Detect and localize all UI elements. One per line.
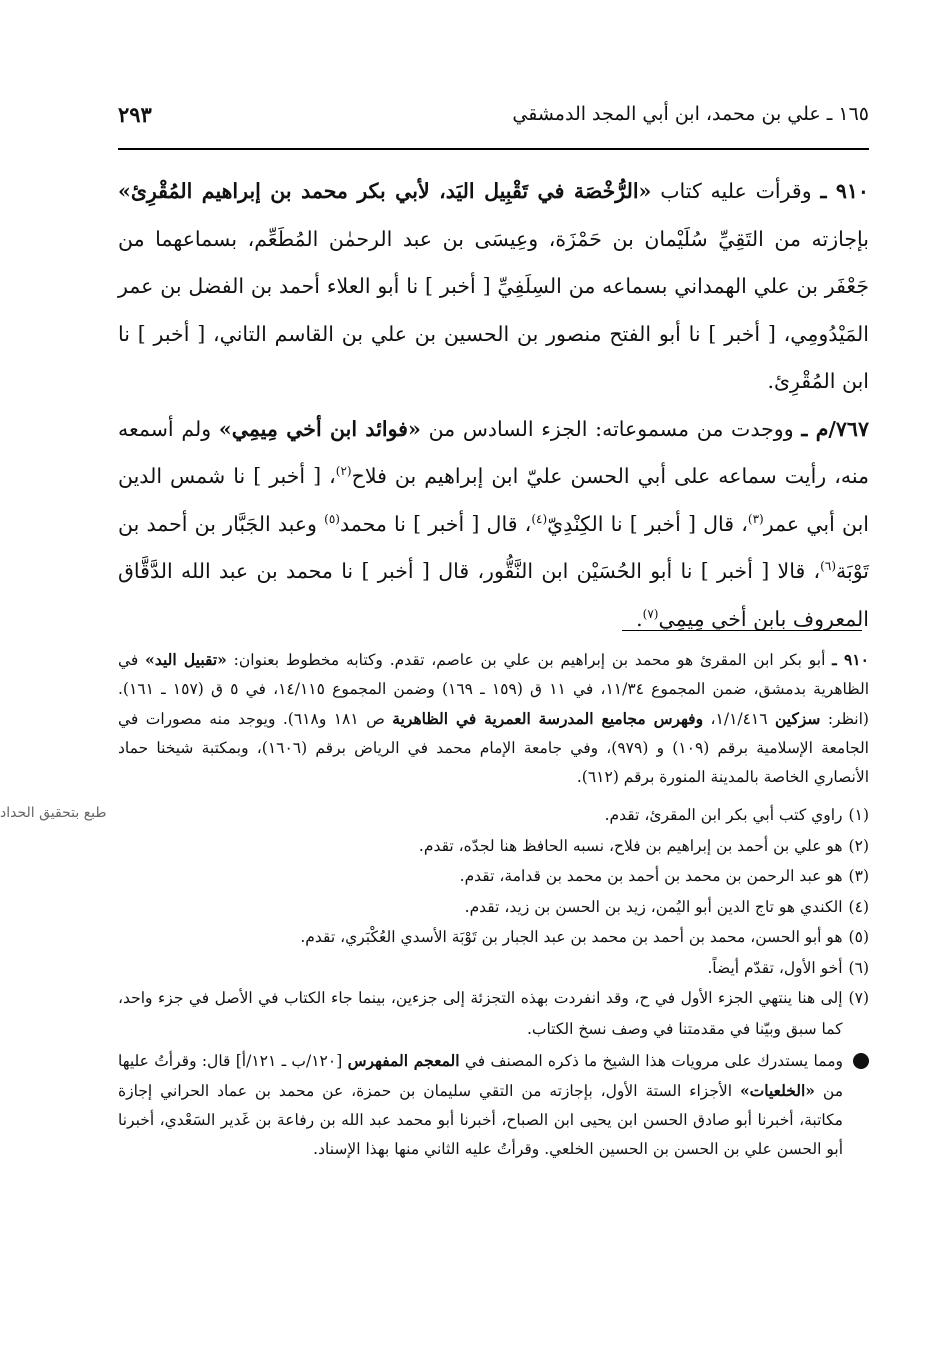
footnote-list (118, 800, 869, 1044)
footnote-text: إلى هنا ينتهي الجزء الأول في ح، وقد انفردت بهذه التجزئة إلى جزءين، بينما جاء الكتاب في الأصل في جزء واحد، كما سبق وبيّنا في مقدمتنا في وصف نسخ الكتاب. (118, 989, 843, 1038)
footnote-item (118, 953, 869, 984)
footnote-text: الكندي هو تاج الدين أبو اليُمن، زيد بن الحسن بن زيد، تقدم. (464, 897, 843, 916)
page-number: ٢٩٣ (118, 101, 152, 127)
footnote-text: هو أبو الحسن، محمد بن أحمد بن محمد بن عبد الجبار بن تَوْبَة الأسدي العُكْبَري، تقدم. (300, 928, 843, 946)
note-text: ص ١٨١ و٦١٨). ويوجد منه مصورات في الجامعة الإسلامية برقم (١٠٩) و (٩٧٩)، وفي جامعة الإمام محمد في الرياض برقم (١٦٠٦)، وبمكتبة شيخنا حماد الأنصاري الخاصة بالمدينة المنورة برقم (٦١٢). (118, 710, 869, 786)
header-rule (118, 148, 869, 150)
entry-767 (118, 406, 869, 644)
addendum-segment: ومما يستدرك على مرويات هذا الشيخ ما ذكره المصنف في (464, 1052, 843, 1070)
footnote-mark: (٧) (848, 989, 869, 1007)
entry-segment: وعبد الجَبَّار بن أحمد بن تَوْبَة (118, 511, 869, 583)
entry-intro: وقرأت عليه كتاب (660, 179, 812, 203)
footnote-mark: (٣) (848, 867, 869, 885)
footnote-ref: (٣) (747, 511, 764, 526)
footnote-separator (622, 630, 862, 631)
footnote-item (118, 800, 869, 831)
note-reference: سزكين (775, 709, 821, 728)
footnote-mark: (٦) (848, 958, 869, 977)
entry-number: ٧٦٧/م ـ (801, 416, 869, 441)
footnote-item (118, 922, 869, 953)
entry-segment: . (636, 606, 643, 631)
footnote-mark: (٤) (848, 897, 869, 916)
footnote-ref: (٤) (531, 511, 548, 526)
footnote-item (118, 831, 869, 862)
note-910 (118, 645, 869, 792)
note-book-title: «تقبيل اليد» (145, 650, 227, 669)
footnote-text: هو عبد الرحمن بن محمد بن أحمد بن محمد بن قدامة، تقدم. (459, 867, 843, 885)
footnote-mark: (٥) (848, 928, 869, 946)
footnote-item (118, 983, 869, 1044)
addendum-book-title: «الخلعيات» (739, 1081, 815, 1100)
entry-segment: ، [ أخبر ] نا شمس الدين ابن أبي عمر (118, 464, 870, 536)
footnote-ref: (٥) (324, 511, 340, 526)
footnotes-section (118, 645, 869, 1164)
book-title: «الرُّخْصَة في تَقْبِيل اليَد، لأبي بكر محمد بن إبراهيم المُقْرِئ» (118, 179, 652, 203)
entry-segment: ولم أسمعه منه، رأيت سماعه على أبي الحسن عليّ ابن إبراهيم بن فلاح (118, 416, 869, 488)
footnote-ref: (٧) (642, 606, 659, 621)
addendum-reference: المعجم المفهرس (347, 1051, 460, 1070)
footnote-item (118, 861, 869, 892)
entry-body: بإجازته من التَقِيِّ سُلَيْمان بن حَمْزَة، وعِيسَى بن عبد الرحمٰن المُطَعِّم، بسماعهما من جَعْفَر بن علي الهمداني بسماعه من السِلَفِيِّ [ أخبر ] نا أبو العلاء أحمد بن الفضل بن عمر المَيْدُومِي، [ أخبر ] نا أبو الفتح منصور بن الحسين بن علي بن القاسم التاني، [ أخبر ] نا ابن المُقْرِئ. (118, 226, 869, 393)
addendum-text (118, 1046, 843, 1164)
handwritten-margin-note: طبع بتحقيق الحداد (0, 805, 107, 821)
addendum-note (118, 1046, 869, 1164)
entry-segment: ، قال [ أخبر ] نا محمد (339, 511, 532, 536)
note-text: في الظاهرية بدمشق، ضمن المجموع ١١/٣٤، في ١١ ق (١٥٩ ـ ١٦٩) وضمن المجموع ١٤/١١٥، في ٥ ق (١٥٧ ـ ١٦١). (انظر: (118, 651, 869, 728)
entry-number: ٩١٠ ـ (820, 179, 869, 203)
addendum-segment: الأجزاء الستة الأول، بإجازته من التقي سليمان بن حمزة، عن محمد بن عماد الحراني إجازة مكاتبة، أخبرنا أبو صادق الحسن ابن يحيى ابن الصباح، أخبرنا أبو محمد عبد الله بن رفاعة بن غَدير السَعْدي، أخبرنا أبو الحسن علي بن الحسن بن الحسين الخلعي. وقرأتُ عليه الثاني منها بهذا الإسناد. (118, 1082, 843, 1158)
bullet-icon (853, 1053, 869, 1069)
entry-segment: ، قالا [ أخبر ] نا أبو الحُسَيْن ابن النَّقُّور، قال [ أخبر ] نا محمد بن عبد الله الدَّقَّاق المعروف بابن أخي مِيمِي (118, 559, 869, 631)
running-head: ١٦٥ ـ علي بن محمد، ابن أبي المجد الدمشقي (512, 103, 869, 125)
addendum-segment: [١٢٠/ب ـ ١٢١/أ] قال: وقرأتُ عليها من (118, 1052, 844, 1100)
entry-910 (118, 168, 869, 406)
main-text (118, 168, 869, 643)
book-title: «فوائد ابن أخي مِيمِي» (218, 416, 421, 441)
footnote-mark: (٢) (848, 836, 869, 855)
footnote-text: راوي كتب أبي بكر ابن المقرئ، تقدم. (604, 806, 843, 824)
footnote-text: أخو الأول، تقدّم أيضاً. (707, 958, 843, 977)
footnote-ref: (٦) (820, 559, 836, 574)
note-text: ١/١/٤١٦، (710, 710, 768, 728)
entry-intro: ووجدت من مسموعاته: الجزء السادس من (428, 416, 794, 441)
footnote-ref: (٢) (335, 464, 352, 479)
entry-segment: ، قال [ أخبر ] نا الكِنْدِيّ (547, 511, 748, 536)
footnote-mark: (١) (848, 806, 869, 824)
note-reference: وفهرس مجاميع المدرسة العمرية في الظاهرية (392, 709, 704, 728)
note-number: ٩١٠ ـ (832, 650, 869, 669)
footnote-item (118, 892, 869, 923)
page-header (118, 92, 869, 136)
footnote-text: هو علي بن أحمد بن إبراهيم بن فلاح، نسبه الحافظ هنا لجدّه، تقدم. (418, 836, 843, 855)
note-text: أبو بكر ابن المقرئ هو محمد بن إبراهيم بن علي بن عاصم، تقدم. وكتابه مخطوط بعنوان: (233, 651, 826, 669)
